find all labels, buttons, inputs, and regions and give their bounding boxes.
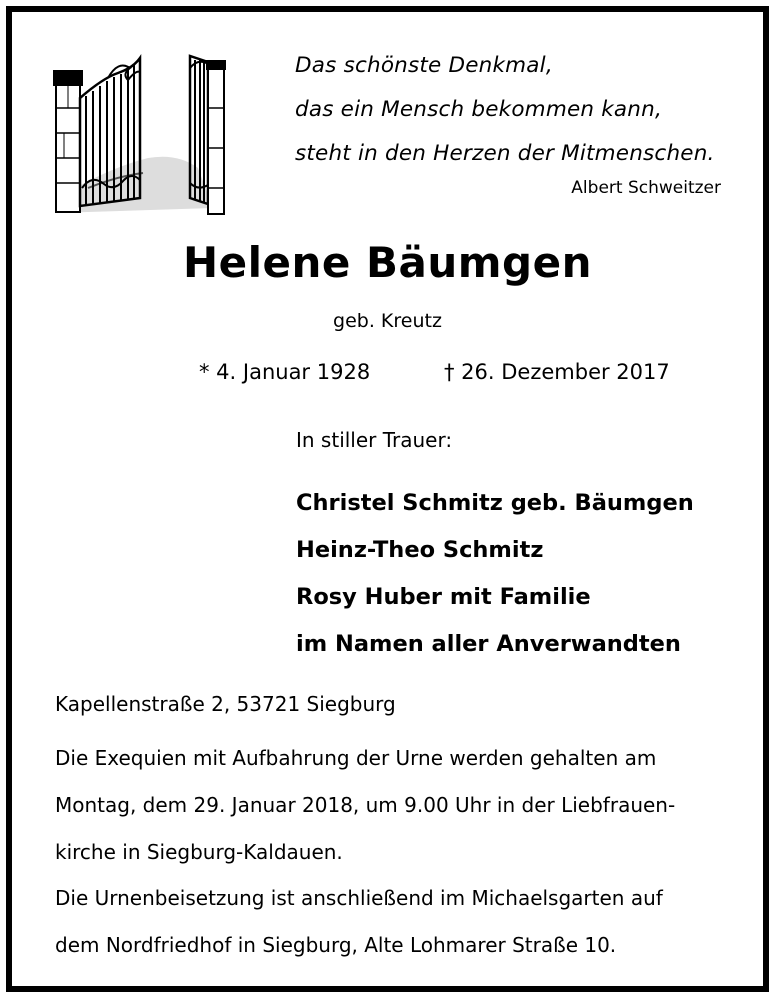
burial-line: Die Urnenbeisetzung ist anschließend im Michaelsgarten auf (55, 886, 663, 910)
quote-line: das ein Mensch bekommen kann, (295, 97, 662, 122)
burial-line: dem Nordfriedhof in Siegburg, Alte Lohmarer Straße 10. (55, 933, 617, 957)
maiden-name: geb. Kreutz (333, 310, 442, 332)
service-line: Die Exequien mit Aufbahrung der Urne werden gehalten am (55, 746, 657, 770)
deceased-name: Helene Bäumgen (183, 238, 592, 287)
memorial-quote (295, 44, 735, 176)
death-date: † 26. Dezember 2017 (444, 360, 670, 384)
service-line: kirche in Siegburg-Kaldauen. (55, 840, 343, 864)
mourner-list (296, 480, 694, 668)
service-paragraph (55, 735, 675, 876)
quote-line: steht in den Herzen der Mitmenschen. (295, 141, 715, 166)
quote-line: Das schönste Denkmal, (295, 53, 553, 78)
mourner-name: Christel Schmitz geb. Bäumgen (296, 490, 694, 516)
mourner-name: Rosy Huber mit Familie (296, 584, 591, 610)
mourner-name: im Namen aller Anverwandten (296, 631, 681, 657)
open-gate-illustration (48, 48, 230, 216)
mourner-name: Heinz-Theo Schmitz (296, 537, 544, 563)
quote-author: Albert Schweitzer (571, 178, 721, 198)
burial-paragraph (55, 875, 663, 969)
mourning-intro: In stiller Trauer: (296, 428, 453, 452)
birth-date: * 4. Januar 1928 (199, 360, 371, 384)
address: Kapellenstraße 2, 53721 Siegburg (55, 692, 396, 716)
service-line: Montag, dem 29. Januar 2018, um 9.00 Uhr in der Liebfrauen- (55, 793, 676, 817)
